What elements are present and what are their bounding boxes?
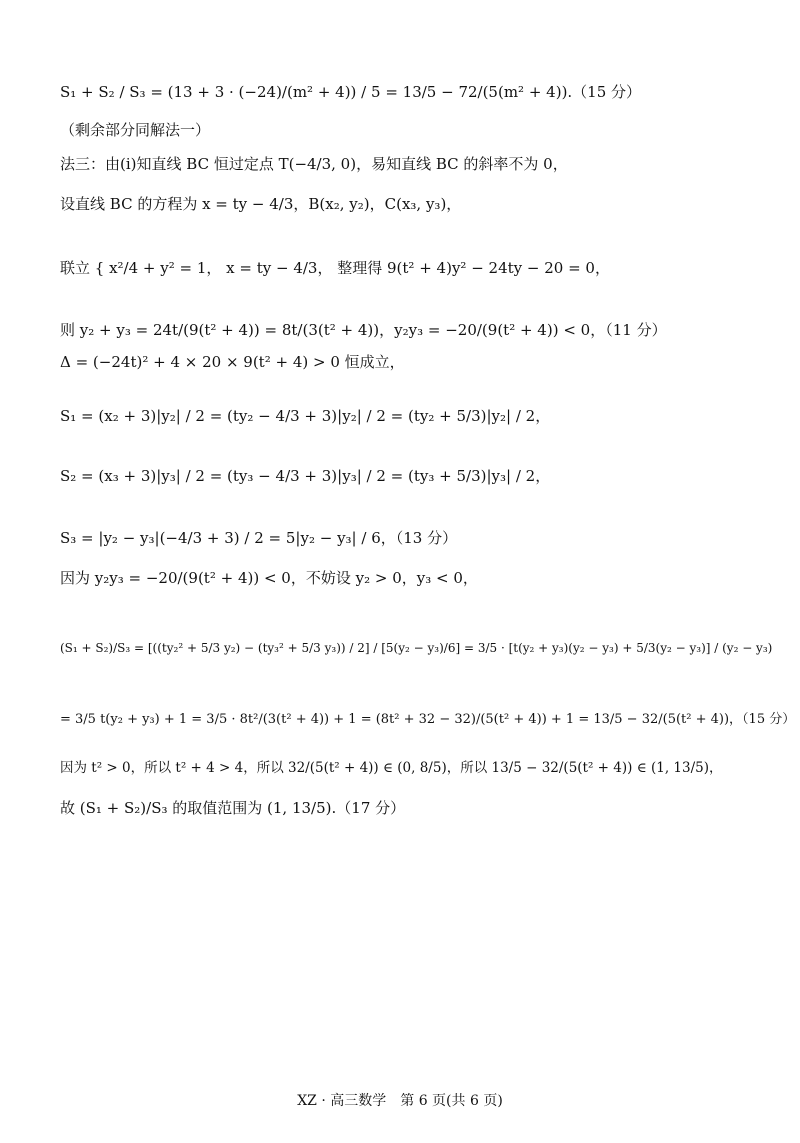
text-line: 因为 t² > 0，所以 t² + 4 > 4，所以 32/(5(t² + 4)) ∈ (0, 8/5)，所以 13/5 − 32/(5(t² + 4)) ∈ (1, 13/5)， — [60, 760, 723, 776]
text-line: （剩余部分同解法一） — [60, 121, 211, 139]
text-line: 法三：由(i)知直线 BC 恒过定点 T(−4/3, 0)，易知直线 BC 的斜率不为 0， — [60, 155, 568, 173]
page-footer: XZ · 高三数学 第 6 页(共 6 页) — [297, 1093, 503, 1109]
text-line: S₁ = (x₂ + 3)|y₂| / 2 = (ty₂ − 4/3 + 3)|y₂| / 2 = (ty₂ + 5/3)|y₂| / 2， — [60, 407, 551, 425]
text-line: 故 (S₁ + S₂)/S₃ 的取值范围为 (1, 13/5).（17 分） — [60, 799, 406, 817]
text-line: = 3/5 t(y₂ + y₃) + 1 = 3/5 · 8t²/(3(t² + 4)) + 1 = (8t² + 32 − 32)/(5(t² + 4)) + 1 = 13/5 − 32/(5(t² + 4))，（15 分） — [60, 712, 796, 727]
text-line: 则 y₂ + y₃ = 24t/(9(t² + 4)) = 8t/(3(t² + 4))，y₂y₃ = −20/(9(t² + 4)) < 0，（11 分） — [60, 321, 667, 339]
text-line: Δ = (−24t)² + 4 × 20 × 9(t² + 4) > 0 恒成立， — [60, 353, 405, 371]
text-line: S₁ + S₂ / S₃ = (13 + 3 · (−24)/(m² + 4)) / 5 = 13/5 − 72/(5(m² + 4)).（15 分） — [60, 83, 642, 101]
text-line: 因为 y₂y₃ = −20/(9(t² + 4)) < 0，不妨设 y₂ > 0，y₃ < 0， — [60, 569, 478, 587]
text-line: S₂ = (x₃ + 3)|y₃| / 2 = (ty₃ − 4/3 + 3)|y₃| / 2 = (ty₃ + 5/3)|y₃| / 2， — [60, 467, 551, 485]
text-line: 联立 { x²/4 + y² = 1， x = ty − 4/3， 整理得 9(t² + 4)y² − 24ty − 20 = 0， — [60, 259, 610, 277]
text-line: (S₁ + S₂)/S₃ = [((ty₂² + 5/3 y₂) − (ty₃² + 5/3 y₃)) / 2] / [5(y₂ − y₃)/6] = 3/5 · [t(y₂ + y₃)(y₂ − y₃) + 5/3(y₂ − y₃)] / (y₂ − y₃) — [60, 641, 773, 655]
text-line: 设直线 BC 的方程为 x = ty − 4/3，B(x₂, y₂)，C(x₃, y₃)， — [60, 195, 462, 213]
text-line: S₃ = |y₂ − y₃|(−4/3 + 3) / 2 = 5|y₂ − y₃| / 6，（13 分） — [60, 529, 458, 547]
